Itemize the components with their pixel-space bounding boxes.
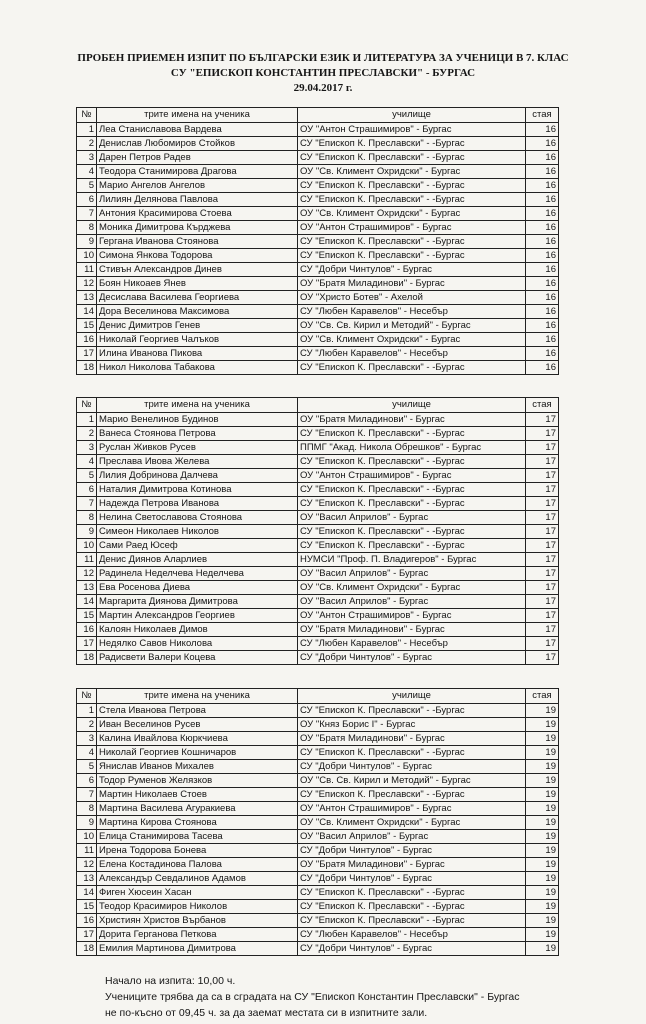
table-row — [77, 830, 559, 844]
row-number: 12 — [77, 277, 97, 291]
table-row — [77, 221, 559, 235]
student-name: Радинела Неделчева Неделчева — [97, 567, 298, 581]
room-number: 16 — [526, 221, 559, 235]
table-row — [77, 333, 559, 347]
school-name: СУ "Любен Каравелов" - Несебър — [298, 305, 526, 319]
school-name: ОУ "Антон Страшимиров" - Бургас — [298, 469, 526, 483]
row-number: 17 — [77, 347, 97, 361]
room-number: 19 — [526, 900, 559, 914]
room-number: 19 — [526, 872, 559, 886]
row-number: 9 — [77, 525, 97, 539]
school-name: СУ "Епископ К. Преславски" - -Бургас — [298, 525, 526, 539]
room-number: 16 — [526, 193, 559, 207]
arrival-note: Учениците трябва да са в сградата на СУ "Епископ Константин Преславски" - Бургас — [105, 991, 520, 1003]
room-17-table — [76, 397, 559, 665]
table-row — [77, 469, 559, 483]
table-row — [77, 651, 559, 665]
school-name: ОУ "Братя Миладинови" - Бургас — [298, 623, 526, 637]
col-room-header: стая — [526, 108, 559, 123]
table-row — [77, 914, 559, 928]
row-number: 11 — [77, 844, 97, 858]
school-name: СУ "Епископ К. Преславски" - -Бургас — [298, 361, 526, 375]
table-row — [77, 483, 559, 497]
table-row — [77, 263, 559, 277]
school-name: ОУ "Антон Страшимиров" - Бургас — [298, 123, 526, 137]
room-number: 16 — [526, 263, 559, 277]
room-number: 16 — [526, 123, 559, 137]
row-number: 10 — [77, 830, 97, 844]
table-row — [77, 413, 559, 427]
student-name: Стивън Александров Динев — [97, 263, 298, 277]
col-name-header: трите имена на ученика — [97, 108, 298, 123]
school-name: СУ "Епископ К. Преславски" - -Бургас — [298, 455, 526, 469]
school-name: СУ "Добри Чинтулов" - Бургас — [298, 844, 526, 858]
row-number: 13 — [77, 581, 97, 595]
arrival-note-cont: не по-късно от 09,45 ч. за да заемат местата си в изпитните зали. — [105, 1007, 428, 1019]
student-name: Маргарита Диянова Димитрова — [97, 595, 298, 609]
row-number: 11 — [77, 263, 97, 277]
student-name: Преслава Ивова Желева — [97, 455, 298, 469]
school-name: ОУ "Св. Климент Охридски" - Бургас — [298, 207, 526, 221]
student-name: Лилия Добринова Далчева — [97, 469, 298, 483]
student-name: Дарен Петров Радев — [97, 151, 298, 165]
school-name: СУ "Добри Чинтулов" - Бургас — [298, 263, 526, 277]
row-number: 3 — [77, 441, 97, 455]
row-number: 9 — [77, 816, 97, 830]
room-number: 19 — [526, 830, 559, 844]
school-name: СУ "Епископ К. Преславски" - -Бургас — [298, 483, 526, 497]
room-19-table — [76, 688, 559, 956]
student-name: Симеон Николаев Николов — [97, 525, 298, 539]
school-name: СУ "Епископ К. Преславски" - -Бургас — [298, 137, 526, 151]
exam-start-note: Начало на изпита: 10,00 ч. — [105, 975, 236, 987]
school-name: ОУ "Княз Борис I" - Бургас — [298, 718, 526, 732]
col-name-header: трите имена на ученика — [97, 689, 298, 704]
student-name: Емилия Мартинова Димитрова — [97, 942, 298, 956]
student-name: Надежда Петрова Иванова — [97, 497, 298, 511]
row-number: 14 — [77, 305, 97, 319]
school-name: ОУ "Св. Климент Охридски" - Бургас — [298, 581, 526, 595]
school-name: СУ "Епископ К. Преславски" - -Бургас — [298, 179, 526, 193]
student-name: Ева Росенова Диева — [97, 581, 298, 595]
school-name: ОУ "Васил Априлов" - Бургас — [298, 511, 526, 525]
room-number: 19 — [526, 802, 559, 816]
room-number: 17 — [526, 427, 559, 441]
col-num-header: № — [77, 689, 97, 704]
school-name: ОУ "Св. Св. Кирил и Методий" - Бургас — [298, 319, 526, 333]
school-name: ОУ "Братя Миладинови" - Бургас — [298, 858, 526, 872]
table-row — [77, 165, 559, 179]
table-row — [77, 123, 559, 137]
student-name: Десислава Василева Георгиева — [97, 291, 298, 305]
table-row — [77, 137, 559, 151]
row-number: 6 — [77, 483, 97, 497]
student-name: Сами Раед Юсеф — [97, 539, 298, 553]
table-row — [77, 788, 559, 802]
exam-date: 29.04.2017 г. — [293, 82, 353, 94]
student-name: Николай Георгиев Чалъков — [97, 333, 298, 347]
student-name: Стела Иванова Петрова — [97, 704, 298, 718]
room-number: 19 — [526, 942, 559, 956]
school-name: ОУ "Антон Страшимиров" - Бургас — [298, 802, 526, 816]
school-name: СУ "Любен Каравелов" - Несебър — [298, 637, 526, 651]
school-name: СУ "Епископ К. Преславски" - -Бургас — [298, 193, 526, 207]
row-number: 18 — [77, 651, 97, 665]
row-number: 17 — [77, 928, 97, 942]
student-name: Руслан Живков Русев — [97, 441, 298, 455]
school-name: СУ "Епископ К. Преславски" - -Бургас — [298, 249, 526, 263]
row-number: 10 — [77, 249, 97, 263]
col-school-header: училище — [298, 108, 526, 123]
table-row — [77, 802, 559, 816]
table-row — [77, 595, 559, 609]
table-row — [77, 844, 559, 858]
table-row — [77, 760, 559, 774]
row-number: 1 — [77, 123, 97, 137]
school-name: СУ "Епископ К. Преславски" - -Бургас — [298, 704, 526, 718]
school-name: СУ "Епископ К. Преславски" - -Бургас — [298, 151, 526, 165]
room-number: 17 — [526, 595, 559, 609]
row-number: 2 — [77, 137, 97, 151]
school-name: СУ "Епископ К. Преславски" - -Бургас — [298, 914, 526, 928]
student-name: Денис Димитров Генев — [97, 319, 298, 333]
school-name: ОУ "Христо Ботев" - Ахелой — [298, 291, 526, 305]
table-row — [77, 151, 559, 165]
room-number: 19 — [526, 928, 559, 942]
student-name: Фиген Хюсеин Хасан — [97, 886, 298, 900]
table-row — [77, 900, 559, 914]
table-row — [77, 525, 559, 539]
room-number: 16 — [526, 179, 559, 193]
room-number: 17 — [526, 455, 559, 469]
row-number: 6 — [77, 774, 97, 788]
student-name: Дорита Герганова Петкова — [97, 928, 298, 942]
table-row — [77, 441, 559, 455]
table-row — [77, 235, 559, 249]
student-name: Николай Георгиев Кошничаров — [97, 746, 298, 760]
room-number: 17 — [526, 539, 559, 553]
room-number: 16 — [526, 137, 559, 151]
student-name: Антония Красимирова Стоева — [97, 207, 298, 221]
student-name: Лилиян Делянова Павлова — [97, 193, 298, 207]
student-name: Мартин Александров Георгиев — [97, 609, 298, 623]
row-number: 7 — [77, 207, 97, 221]
doc-title: ПРОБЕН ПРИЕМЕН ИЗПИТ ПО БЪЛГАРСКИ ЕЗИК И ЛИТЕРАТУРА ЗА УЧЕНИЦИ В 7. КЛАС — [77, 52, 569, 64]
school-name: СУ "Епископ К. Преславски" - -Бургас — [298, 539, 526, 553]
room-number: 16 — [526, 151, 559, 165]
row-number: 4 — [77, 746, 97, 760]
school-name: СУ "Добри Чинтулов" - Бургас — [298, 872, 526, 886]
row-number: 5 — [77, 469, 97, 483]
room-number: 19 — [526, 886, 559, 900]
col-name-header: трите имена на ученика — [97, 398, 298, 413]
row-number: 10 — [77, 539, 97, 553]
row-number: 13 — [77, 291, 97, 305]
table-row — [77, 637, 559, 651]
row-number: 16 — [77, 333, 97, 347]
student-name: Калоян Николаев Димов — [97, 623, 298, 637]
table-row — [77, 249, 559, 263]
student-name: Елица Станимирова Тасева — [97, 830, 298, 844]
school-name: ОУ "Св. Климент Охридски" - Бургас — [298, 333, 526, 347]
row-number: 11 — [77, 553, 97, 567]
row-number: 4 — [77, 165, 97, 179]
school-name: СУ "Добри Чинтулов" - Бургас — [298, 760, 526, 774]
student-name: Ирена Тодорова Бонева — [97, 844, 298, 858]
room-number: 17 — [526, 637, 559, 651]
table-row — [77, 886, 559, 900]
row-number: 5 — [77, 179, 97, 193]
col-room-header: стая — [526, 398, 559, 413]
room-number: 19 — [526, 774, 559, 788]
student-name: Александър Севдалинов Адамов — [97, 872, 298, 886]
col-num-header: № — [77, 398, 97, 413]
row-number: 2 — [77, 427, 97, 441]
student-name: Теодора Станимирова Драгова — [97, 165, 298, 179]
school-name: СУ "Епископ К. Преславски" - -Бургас — [298, 900, 526, 914]
room-number: 16 — [526, 361, 559, 375]
table-row — [77, 581, 559, 595]
room-number: 19 — [526, 816, 559, 830]
student-name: Мартин Николаев Стоев — [97, 788, 298, 802]
table-row — [77, 858, 559, 872]
table-row — [77, 816, 559, 830]
student-name: Калина Ивайлова Кюркчиева — [97, 732, 298, 746]
table-row — [77, 455, 559, 469]
student-name: Симона Янкова Тодорова — [97, 249, 298, 263]
row-number: 2 — [77, 718, 97, 732]
school-name: СУ "Епископ К. Преславски" - -Бургас — [298, 746, 526, 760]
room-number: 17 — [526, 567, 559, 581]
student-name: Леа Станиславова Вардева — [97, 123, 298, 137]
row-number: 17 — [77, 637, 97, 651]
room-number: 17 — [526, 497, 559, 511]
school-name: ОУ "Братя Миладинови" - Бургас — [298, 732, 526, 746]
table-row — [77, 347, 559, 361]
room-number: 16 — [526, 333, 559, 347]
student-name: Недялко Савов Николова — [97, 637, 298, 651]
room-number: 17 — [526, 511, 559, 525]
table-row — [77, 609, 559, 623]
school-name: ОУ "Св. Св. Кирил и Методий" - Бургас — [298, 774, 526, 788]
school-name: СУ "Епископ К. Преславски" - -Бургас — [298, 427, 526, 441]
school-name: ОУ "Васил Априлов" - Бургас — [298, 595, 526, 609]
student-name: Янислав Иванов Михалев — [97, 760, 298, 774]
col-school-header: училище — [298, 398, 526, 413]
room-number: 16 — [526, 165, 559, 179]
row-number: 6 — [77, 193, 97, 207]
row-number: 9 — [77, 235, 97, 249]
row-number: 18 — [77, 361, 97, 375]
school-name: ОУ "Св. Климент Охридски" - Бургас — [298, 165, 526, 179]
room-number: 17 — [526, 469, 559, 483]
table-row — [77, 567, 559, 581]
col-school-header: училище — [298, 689, 526, 704]
school-name: ОУ "Васил Априлов" - Бургас — [298, 567, 526, 581]
row-number: 18 — [77, 942, 97, 956]
school-name: СУ "Добри Чинтулов" - Бургас — [298, 651, 526, 665]
row-number: 13 — [77, 872, 97, 886]
room-number: 17 — [526, 413, 559, 427]
student-name: Никол Николова Табакова — [97, 361, 298, 375]
school-name: НУМСИ "Проф. П. Владигеров" - Бургас — [298, 553, 526, 567]
school-title: СУ "ЕПИСКОП КОНСТАНТИН ПРЕСЛАВСКИ" - БУРГАС — [170, 67, 476, 79]
table-row — [77, 511, 559, 525]
student-name: Теодор Красимиров Николов — [97, 900, 298, 914]
row-number: 1 — [77, 413, 97, 427]
school-name: ППМГ "Акад. Никола Обрешков" - Бургас — [298, 441, 526, 455]
table-row — [77, 872, 559, 886]
table-row — [77, 774, 559, 788]
student-name: Иван Веселинов Русев — [97, 718, 298, 732]
student-name: Гергана Иванова Стоянова — [97, 235, 298, 249]
row-number: 8 — [77, 802, 97, 816]
row-number: 8 — [77, 221, 97, 235]
room-number: 17 — [526, 651, 559, 665]
table-row — [77, 928, 559, 942]
student-name: Тодор Руменов Желязков — [97, 774, 298, 788]
student-name: Нелина Светославова Стоянова — [97, 511, 298, 525]
row-number: 3 — [77, 732, 97, 746]
school-name: СУ "Любен Каравелов" - Несебър — [298, 347, 526, 361]
room-number: 17 — [526, 609, 559, 623]
room-number: 19 — [526, 718, 559, 732]
room-number: 16 — [526, 235, 559, 249]
row-number: 12 — [77, 567, 97, 581]
row-number: 15 — [77, 609, 97, 623]
table-row — [77, 553, 559, 567]
room-number: 17 — [526, 581, 559, 595]
table-row — [77, 718, 559, 732]
room-number: 16 — [526, 319, 559, 333]
room-number: 19 — [526, 746, 559, 760]
room-number: 16 — [526, 347, 559, 361]
table-row — [77, 732, 559, 746]
school-name: СУ "Епископ К. Преславски" - -Бургас — [298, 497, 526, 511]
student-name: Ванеса Стоянова Петрова — [97, 427, 298, 441]
room-16-table — [76, 107, 559, 375]
school-name: СУ "Любен Каравелов" - Несебър — [298, 928, 526, 942]
table-row — [77, 623, 559, 637]
student-name: Дора Веселинова Максимова — [97, 305, 298, 319]
col-num-header: № — [77, 108, 97, 123]
student-name: Денис Диянов Аларлиев — [97, 553, 298, 567]
table-row — [77, 277, 559, 291]
table-row — [77, 497, 559, 511]
table-row — [77, 193, 559, 207]
student-name: Илина Иванова Пикова — [97, 347, 298, 361]
row-number: 4 — [77, 455, 97, 469]
school-name: СУ "Епископ К. Преславски" - -Бургас — [298, 886, 526, 900]
table-row — [77, 291, 559, 305]
school-name: ОУ "Антон Страшимиров" - Бургас — [298, 609, 526, 623]
room-number: 16 — [526, 207, 559, 221]
row-number: 7 — [77, 788, 97, 802]
room-number: 17 — [526, 553, 559, 567]
school-name: ОУ "Антон Страшимиров" - Бургас — [298, 221, 526, 235]
table-row — [77, 746, 559, 760]
table-row — [77, 179, 559, 193]
student-name: Моника Димитрова Кърджева — [97, 221, 298, 235]
table-row — [77, 539, 559, 553]
row-number: 15 — [77, 900, 97, 914]
student-name: Марио Венелинов Будинов — [97, 413, 298, 427]
row-number: 14 — [77, 595, 97, 609]
student-name: Мартина Василева Агуракиева — [97, 802, 298, 816]
row-number: 8 — [77, 511, 97, 525]
room-number: 17 — [526, 441, 559, 455]
school-name: СУ "Добри Чинтулов" - Бургас — [298, 942, 526, 956]
school-name: ОУ "Братя Миладинови" - Бургас — [298, 277, 526, 291]
student-name: Елена Костадинова Палова — [97, 858, 298, 872]
row-number: 16 — [77, 623, 97, 637]
row-number: 16 — [77, 914, 97, 928]
student-name: Марио Ангелов Ангелов — [97, 179, 298, 193]
student-name: Боян Никоаев Янев — [97, 277, 298, 291]
table-row — [77, 361, 559, 375]
school-name: ОУ "Св. Климент Охридски" - Бургас — [298, 816, 526, 830]
room-number: 16 — [526, 305, 559, 319]
room-number: 17 — [526, 623, 559, 637]
row-number: 7 — [77, 497, 97, 511]
row-number: 3 — [77, 151, 97, 165]
room-number: 17 — [526, 525, 559, 539]
room-number: 19 — [526, 788, 559, 802]
col-room-header: стая — [526, 689, 559, 704]
school-name: СУ "Епископ К. Преславски" - -Бургас — [298, 235, 526, 249]
row-number: 5 — [77, 760, 97, 774]
school-name: ОУ "Братя Миладинови" - Бургас — [298, 413, 526, 427]
table-row — [77, 704, 559, 718]
room-number: 16 — [526, 249, 559, 263]
room-number: 16 — [526, 291, 559, 305]
room-number: 19 — [526, 704, 559, 718]
student-name: Наталия Димитрова Котинова — [97, 483, 298, 497]
row-number: 12 — [77, 858, 97, 872]
room-number: 19 — [526, 760, 559, 774]
room-number: 17 — [526, 483, 559, 497]
school-name: СУ "Епископ К. Преславски" - -Бургас — [298, 788, 526, 802]
room-number: 19 — [526, 858, 559, 872]
student-name: Мартина Кирова Стоянова — [97, 816, 298, 830]
table-row — [77, 427, 559, 441]
table-row — [77, 942, 559, 956]
student-name: Радисвети Валери Коцева — [97, 651, 298, 665]
row-number: 1 — [77, 704, 97, 718]
row-number: 14 — [77, 886, 97, 900]
student-name: Християн Христов Върбанов — [97, 914, 298, 928]
table-row — [77, 319, 559, 333]
room-number: 19 — [526, 844, 559, 858]
table-row — [77, 207, 559, 221]
room-number: 16 — [526, 277, 559, 291]
room-number: 19 — [526, 914, 559, 928]
table-row — [77, 305, 559, 319]
school-name: ОУ "Васил Априлов" - Бургас — [298, 830, 526, 844]
room-number: 19 — [526, 732, 559, 746]
student-name: Денислав Любомиров Стойков — [97, 137, 298, 151]
row-number: 15 — [77, 319, 97, 333]
